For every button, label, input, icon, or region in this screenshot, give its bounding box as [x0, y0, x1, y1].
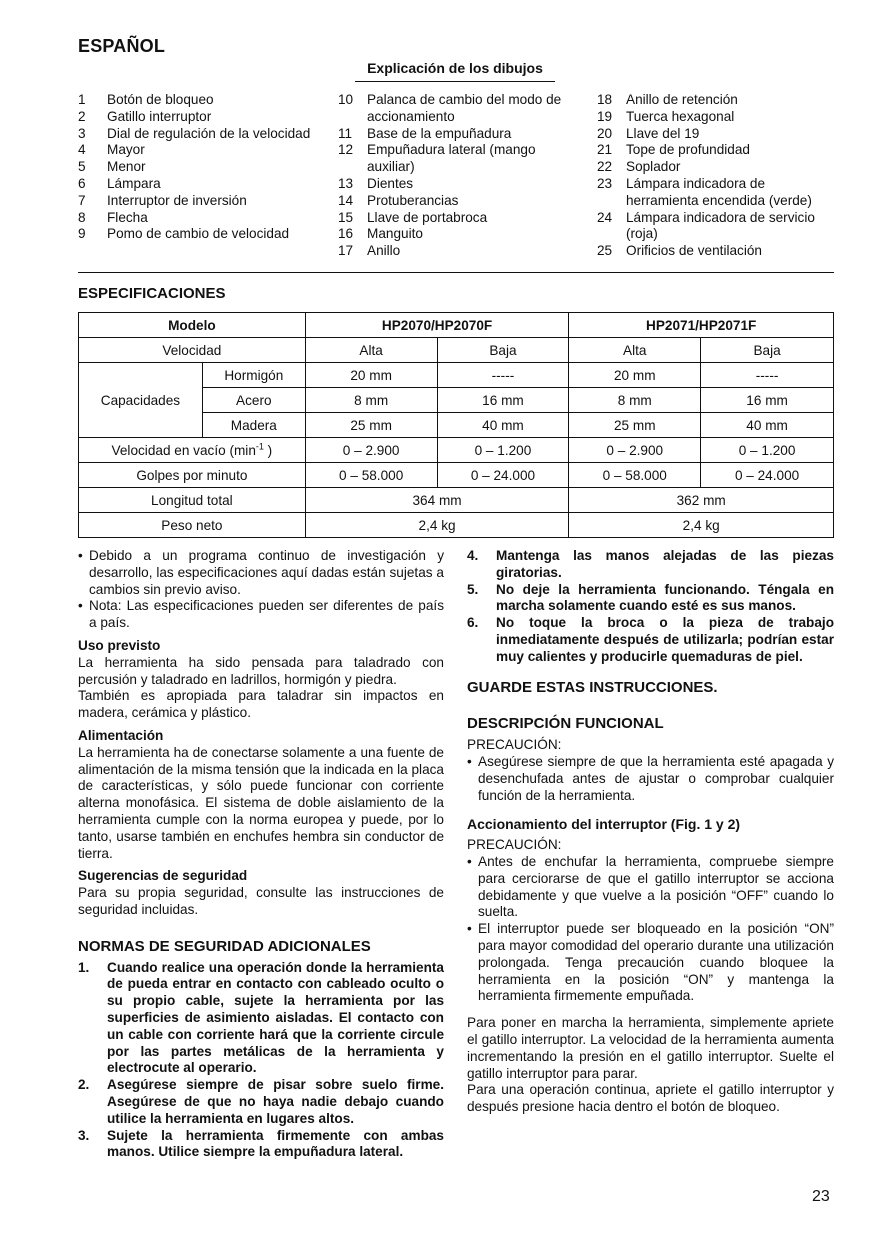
legend-label: Interruptor de inversión	[107, 192, 247, 208]
legend-label: Lámpara indicadora de servicio (roja)	[626, 209, 815, 242]
legend-item	[597, 159, 837, 176]
language-title: ESPAÑOL	[78, 36, 166, 56]
intended-use-heading: Uso previsto	[78, 637, 161, 653]
legend-number: 21	[597, 142, 613, 158]
table-cell: 8 mm	[569, 388, 701, 413]
legend-number: 11	[338, 125, 353, 141]
list-item	[78, 1128, 444, 1162]
power-supply-text: La herramienta ha de conectarse solamente a una fuente de alimentación de la misma tensión que la indicada en la placa de características, y sólo puede funcionar con corriente alterna monofásica. El sistema de doble aislamiento de la herramienta cumple con la norma europea y puede, por lo tanto, usarse también en enchufes hembra sin conductor de tierra.	[78, 744, 444, 861]
rule-number: 4.	[467, 548, 479, 563]
legend-item	[338, 92, 583, 126]
table-row	[79, 438, 834, 463]
legend-column-2	[338, 92, 583, 260]
legend-item	[78, 109, 328, 126]
save-instructions-heading: GUARDE ESTAS INSTRUCCIONES.	[467, 678, 718, 696]
bullet-mark: •	[78, 548, 83, 563]
right-column	[467, 548, 834, 1116]
legend-number: 24	[597, 209, 613, 225]
legend-number: 5	[78, 159, 86, 175]
bullet-mark: •	[78, 598, 83, 614]
legend-number: 10	[338, 92, 354, 107]
table-row	[79, 488, 834, 513]
safety-tips-text: Para su propia seguridad, consulte las instrucciones de seguridad incluidas.	[78, 885, 444, 917]
table-cell: 2,4 kg	[305, 513, 569, 538]
steel-label: Acero	[202, 388, 305, 413]
legend-label: Dientes	[367, 175, 414, 191]
legend-label: Palanca de cambio del modo de accionamiento	[367, 92, 562, 124]
intended-use-text: También es apropiada para taladrar sin impactos en madera, cerámica y plástico.	[78, 688, 444, 721]
functional-description-heading: DESCRIPCIÓN FUNCIONAL	[467, 715, 664, 733]
continuous-operation-text: Para una operación continua, apriete el gatillo interruptor y después presione hacia dentro el botón de bloqueo.	[467, 1082, 834, 1115]
legend-label: Anillo	[367, 243, 401, 259]
table-cell: 16 mm	[437, 388, 569, 413]
table-cell: -----	[437, 363, 569, 388]
legend-label: Lámpara indicadora de herramienta encendida (verde)	[626, 175, 812, 208]
legend-number: 7	[78, 192, 86, 208]
legend-number: 2	[78, 108, 86, 124]
rule-number: 5.	[467, 581, 479, 597]
legend-item	[338, 193, 583, 210]
spec-note: Nota: Las especificaciones pueden ser diferentes de país a país.	[89, 598, 444, 631]
table-cell: 25 mm	[569, 413, 701, 438]
no-load-speed-label	[79, 438, 306, 463]
legend-label: Llave de portabroca	[367, 209, 488, 225]
legend-label: Menor	[107, 159, 146, 175]
list-item	[467, 582, 834, 616]
caution-text: Asegúrese siempre de que la herramienta esté apagada y desenchufada antes de ajustar o comprobar cualquier función de la herramienta.	[478, 753, 834, 803]
legend-label: Lámpara	[107, 175, 161, 191]
legend-number: 23	[597, 175, 613, 191]
table-cell: 2,4 kg	[569, 513, 834, 538]
table-cell: Baja	[701, 338, 834, 363]
rule-text: Mantenga las manos alejadas de las piezas giratorias.	[496, 548, 834, 580]
table-cell: 364 mm	[305, 488, 569, 513]
switch-action-heading: Accionamiento del interruptor (Fig. 1 y 2)	[467, 816, 741, 833]
list-item	[467, 548, 834, 582]
legend-item	[78, 210, 328, 227]
caution-label: PRECAUCIÓN:	[467, 737, 562, 753]
no-load-label-text: Velocidad en vacío (min	[111, 442, 256, 458]
legend-item	[597, 210, 837, 244]
legend-item	[597, 142, 837, 159]
legend-label: Tope de profundidad	[626, 142, 750, 158]
list-item	[78, 1077, 444, 1127]
list-item	[467, 615, 834, 665]
legend-number: 20	[597, 125, 613, 141]
list-item	[78, 548, 444, 598]
legend-label: Dial de regulación de la velocidad	[107, 125, 311, 141]
table-cell: 20 mm	[569, 363, 701, 388]
list-item	[467, 854, 834, 921]
caution-text: Antes de enchufar la herramienta, compruebe siempre para cerciorarse de que el gatillo interruptor se acciona debidamente y que vuelve a la posición “OFF” cuando lo suelta.	[478, 853, 834, 920]
table-cell: 0 – 24.000	[701, 463, 834, 488]
bullet-mark: •	[467, 753, 472, 769]
left-column	[78, 548, 444, 1161]
table-cell: 0 – 24.000	[437, 463, 569, 488]
rule-number: 1.	[78, 959, 90, 975]
table-cell: Alta	[569, 338, 701, 363]
legend-item	[338, 226, 583, 243]
table-cell: -----	[701, 363, 834, 388]
weight-label: Peso neto	[79, 513, 306, 538]
legend-number: 18	[597, 92, 613, 107]
no-load-label-close: )	[263, 442, 273, 458]
list-item	[78, 598, 444, 632]
legend-item	[338, 126, 583, 143]
rule-text: Asegúrese siempre de pisar sobre suelo firme. Asegúrese de que no haya nadie debajo cuando utilice la herramienta en lugares altos.	[107, 1077, 444, 1126]
legend-number: 1	[78, 92, 86, 107]
wood-label: Madera	[202, 413, 305, 438]
legend-number: 3	[78, 125, 86, 141]
spec-note: Debido a un programa continuo de investigación y desarrollo, las especificaciones aquí dadas están sujetas a cambios sin previo aviso.	[89, 548, 444, 597]
legend-number: 14	[338, 192, 354, 208]
table-cell: 0 – 1.200	[437, 438, 569, 463]
speed-label: Velocidad	[79, 338, 306, 363]
intended-use-text: La herramienta ha sido pensada para taladrado con percusión y taladrado en ladrillos, hormigón y piedra.	[78, 654, 444, 687]
capacities-label: Capacidades	[79, 363, 203, 438]
length-label: Longitud total	[79, 488, 306, 513]
rule-text: No deje la herramienta funcionando. Téngala en marcha solamente cuando esté es sus manos.	[496, 581, 834, 614]
legend-number: 22	[597, 159, 613, 175]
legend-item	[78, 226, 328, 243]
caution-text: El interruptor puede ser bloqueado en la posición “ON” para mayor comodidad del operario durante una utilización prolongada. Tenga precaución cuando bloquee la herramienta en la posición “ON” y mantenga la herramienta firmemente empuñada.	[478, 921, 834, 1004]
legend-label: Base de la empuñadura	[367, 125, 512, 141]
legend-item	[338, 243, 583, 260]
legend-label: Soplador	[626, 159, 681, 175]
legend-number: 25	[597, 243, 613, 259]
legend-number: 17	[338, 243, 354, 259]
table-cell: 0 – 2.900	[569, 438, 701, 463]
legend-item	[597, 126, 837, 143]
additional-safety-rules-heading: NORMAS DE SEGURIDAD ADICIONALES	[78, 937, 371, 955]
legend-number: 9	[78, 226, 86, 242]
legend-label: Orificios de ventilación	[626, 243, 762, 259]
legend-item	[597, 92, 837, 109]
rule-text: Sujete la herramienta firmemente con ambas manos. Utilice siempre la empuñadura lateral.	[107, 1127, 444, 1160]
legend-label: Manguito	[367, 226, 423, 242]
legend-label: Pomo de cambio de velocidad	[107, 226, 290, 242]
legend-number: 8	[78, 209, 86, 225]
legend-label: Mayor	[107, 142, 145, 158]
rule-number: 2.	[78, 1077, 90, 1093]
table-cell: 16 mm	[701, 388, 834, 413]
legend-label: Empuñadura lateral (mango auxiliar)	[367, 142, 536, 175]
legend-number: 15	[338, 209, 354, 225]
legend-number: 13	[338, 175, 354, 191]
table-cell: 40 mm	[701, 413, 834, 438]
legend-column-1	[78, 92, 328, 243]
rule-text: Cuando realice una operación donde la herramienta de pueda entrar en contacto con cableado oculto o su propio cable, sujete la herramienta por las superficies de asimiento aisladas. El contacto con un cable con corriente hará que la corriente circule por las partes metálicas de la herramienta y electrocute al operario.	[107, 959, 444, 1076]
legend-label: Flecha	[107, 209, 148, 225]
model-b-header: HP2071/HP2071F	[569, 313, 834, 338]
legend-item	[78, 159, 328, 176]
table-cell: 40 mm	[437, 413, 569, 438]
legend-item	[597, 109, 837, 126]
blows-label: Golpes por minuto	[79, 463, 306, 488]
list-item	[467, 754, 834, 804]
legend-item	[78, 142, 328, 159]
table-row	[79, 363, 834, 388]
legend-label: Llave del 19	[626, 125, 700, 141]
legend-item	[338, 176, 583, 193]
specifications-table	[78, 312, 834, 538]
legend-item	[597, 243, 837, 260]
bullet-mark: •	[467, 921, 472, 937]
legend-number: 19	[597, 108, 613, 124]
model-header: Modelo	[79, 313, 306, 338]
table-row	[79, 338, 834, 363]
legend-label: Protuberancias	[367, 192, 459, 208]
rule-number: 3.	[78, 1127, 90, 1143]
table-cell: 25 mm	[305, 413, 437, 438]
no-load-unit-exponent: -1	[255, 440, 264, 451]
list-item	[78, 960, 444, 1078]
legend-heading: Explicación de los dibujos	[355, 60, 555, 82]
rule-number: 6.	[467, 615, 479, 631]
table-row	[79, 513, 834, 538]
list-item	[467, 921, 834, 1005]
legend-item	[338, 142, 583, 176]
legend-label: Anillo de retención	[626, 92, 738, 107]
model-a-header: HP2070/HP2070F	[305, 313, 569, 338]
table-cell: 20 mm	[305, 363, 437, 388]
table-cell: Baja	[437, 338, 569, 363]
start-instructions-text: Para poner en marcha la herramienta, simplemente apriete el gatillo interruptor. La velocidad de la herramienta aumenta incrementando la presión en el gatillo interruptor. Suelte el gatillo interruptor para parar.	[467, 1015, 834, 1081]
table-row	[79, 313, 834, 338]
legend-label: Tuerca hexagonal	[626, 108, 735, 124]
legend-item	[78, 176, 328, 193]
table-cell: 0 – 2.900	[305, 438, 437, 463]
caution-label: PRECAUCIÓN:	[467, 837, 562, 853]
legend-label: Gatillo interruptor	[107, 108, 212, 124]
section-divider	[78, 272, 834, 273]
table-row	[79, 463, 834, 488]
legend-item	[78, 92, 328, 109]
legend-item	[338, 210, 583, 227]
table-cell: 8 mm	[305, 388, 437, 413]
safety-tips-heading: Sugerencias de seguridad	[78, 868, 248, 884]
legend-number: 12	[338, 142, 354, 158]
power-supply-heading: Alimentación	[78, 727, 164, 743]
legend-number: 6	[78, 175, 86, 191]
legend-number: 4	[78, 142, 86, 158]
table-cell: 0 – 58.000	[305, 463, 437, 488]
legend-item	[78, 126, 328, 143]
legend-item	[78, 193, 328, 210]
table-cell: Alta	[305, 338, 437, 363]
legend-column-3	[597, 92, 837, 260]
table-cell: 0 – 1.200	[701, 438, 834, 463]
table-cell: 0 – 58.000	[569, 463, 701, 488]
legend-number: 16	[338, 226, 354, 242]
concrete-label: Hormigón	[202, 363, 305, 388]
legend-item	[597, 176, 837, 210]
rule-text: No toque la broca o la pieza de trabajo inmediatamente después de utilizarla; podrían estar muy calientes y producirle quemaduras de piel.	[496, 615, 834, 664]
specifications-heading: ESPECIFICACIONES	[78, 285, 226, 302]
legend-label: Botón de bloqueo	[107, 92, 214, 107]
table-cell: 362 mm	[569, 488, 834, 513]
bullet-mark: •	[467, 853, 472, 869]
page-number: 23	[812, 1188, 830, 1205]
